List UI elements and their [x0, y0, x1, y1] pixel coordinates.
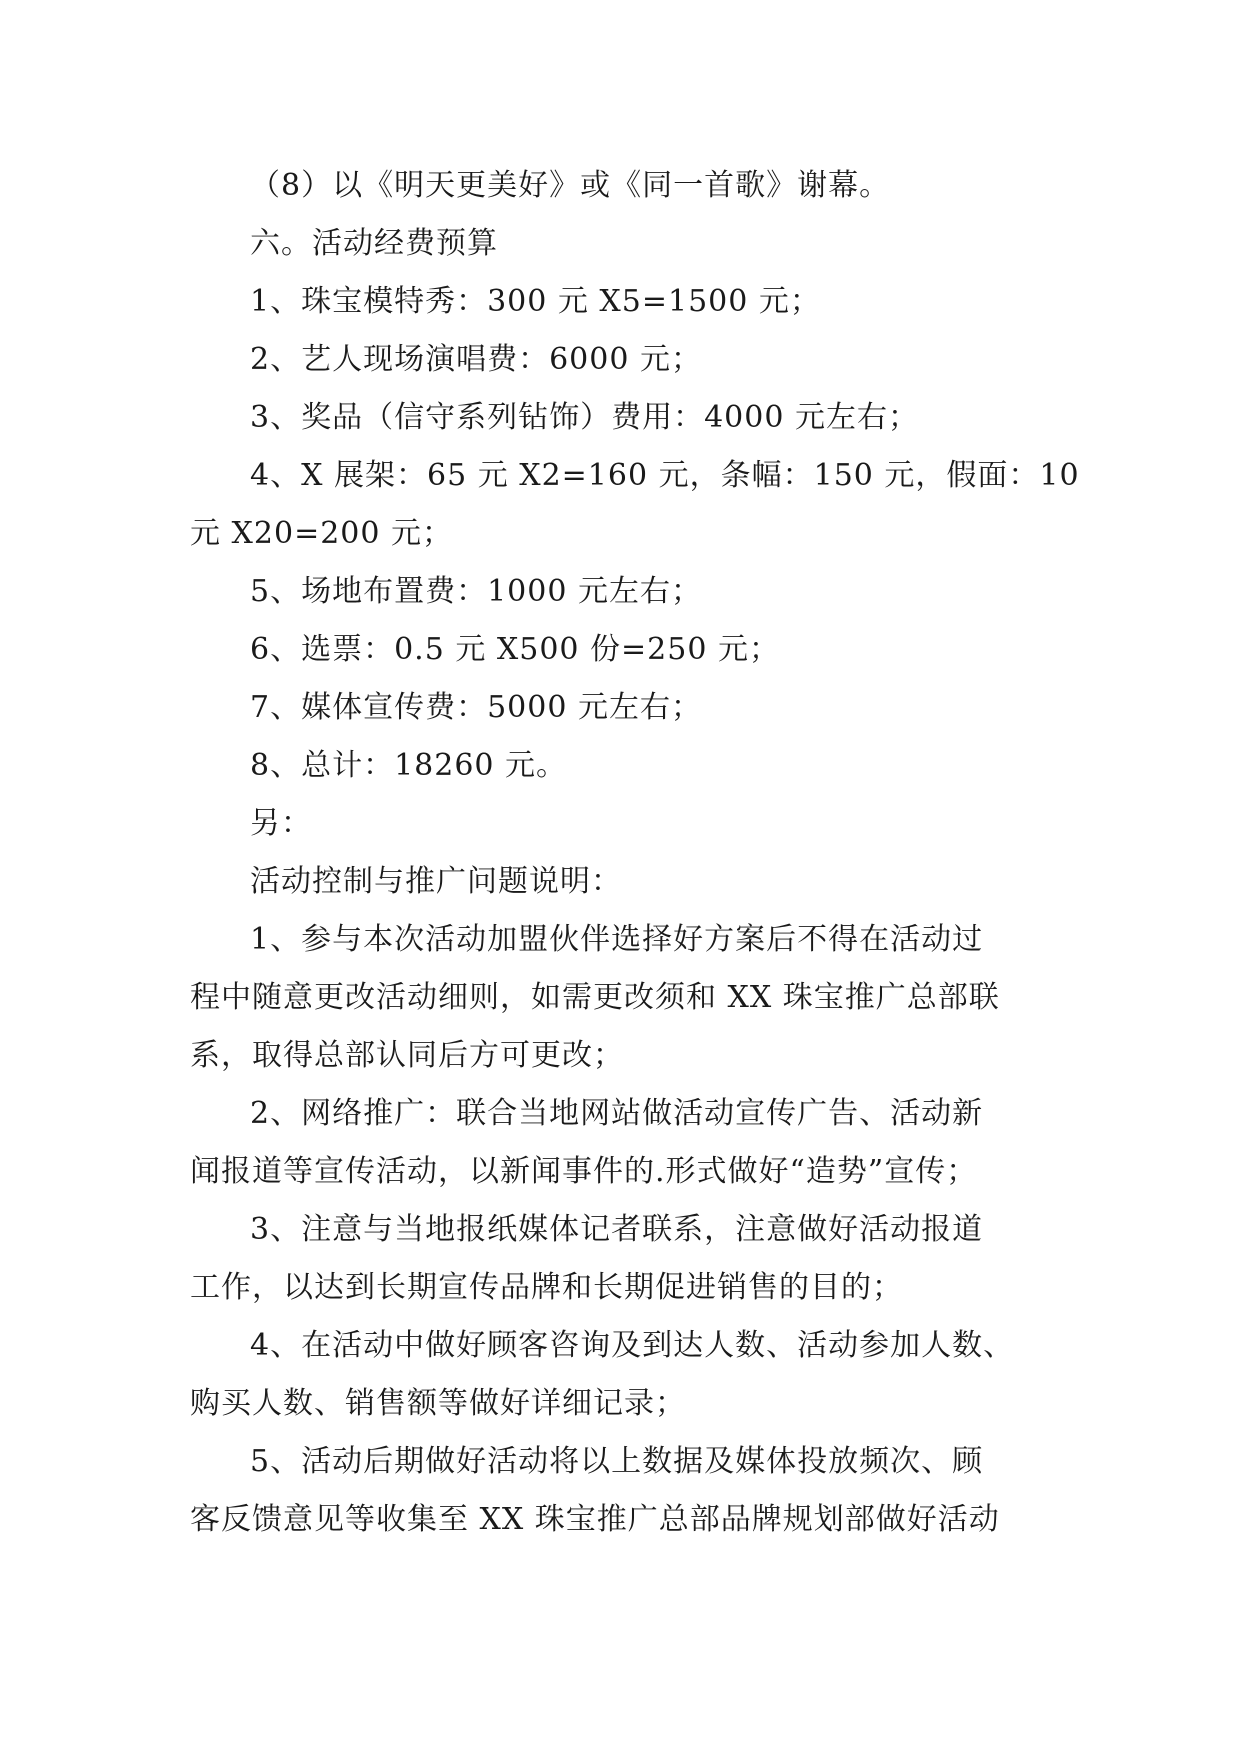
budget-heading: 六。活动经费预算 [250, 226, 498, 261]
control-item-1-end: 系，取得总部认同后方可更改； [190, 1038, 624, 1073]
control-item-2-continued: 闻报道等宣传活动，以新闻事件的.形式做好“造势”宣传； [190, 1154, 978, 1189]
control-item-2: 2、网络推广：联合当地网站做活动宣传广告、活动新 [250, 1096, 984, 1131]
budget-item-4: 4、X 展架：65 元 X2=160 元，条幅：150 元，假面：10 [250, 458, 1080, 493]
additional-note-label: 另： [250, 806, 312, 841]
budget-item-2: 2、艺人现场演唱费：6000 元； [250, 342, 702, 377]
budget-item-3: 3、奖品（信守系列钻饰）费用：4000 元左右； [250, 400, 919, 435]
budget-total: 8、总计：18260 元。 [250, 748, 568, 783]
control-item-1: 1、参与本次活动加盟伙伴选择好方案后不得在活动过 [250, 922, 984, 957]
control-item-5: 5、活动后期做好活动将以上数据及媒体投放频次、顾 [250, 1444, 984, 1479]
budget-item-4-continued: 元 X20=200 元； [190, 516, 454, 551]
closing-song-line: （8）以《明天更美好》或《同一首歌》谢幕。 [250, 168, 891, 203]
control-item-4-continued: 购买人数、销售额等做好详细记录； [190, 1386, 686, 1421]
budget-item-5: 5、场地布置费：1000 元左右； [250, 574, 702, 609]
budget-item-1: 1、珠宝模特秀：300 元 X5=1500 元； [250, 284, 821, 319]
budget-item-7: 7、媒体宣传费：5000 元左右； [250, 690, 702, 725]
control-item-1-continued: 程中随意更改活动细则，如需更改须和 XX 珠宝推广总部联 [190, 980, 1000, 1015]
budget-item-6: 6、选票：0.5 元 X500 份=250 元； [250, 632, 780, 667]
control-item-3-continued: 工作，以达到长期宣传品牌和长期促进销售的目的； [190, 1270, 903, 1305]
control-item-4: 4、在活动中做好顾客咨询及到达人数、活动参加人数、 [250, 1328, 1015, 1363]
control-item-5-continued: 客反馈意见等收集至 XX 珠宝推广总部品牌规划部做好活动 [190, 1502, 1000, 1537]
control-item-3: 3、注意与当地报纸媒体记者联系，注意做好活动报道 [250, 1212, 984, 1247]
control-promotion-heading: 活动控制与推广问题说明： [250, 864, 622, 899]
